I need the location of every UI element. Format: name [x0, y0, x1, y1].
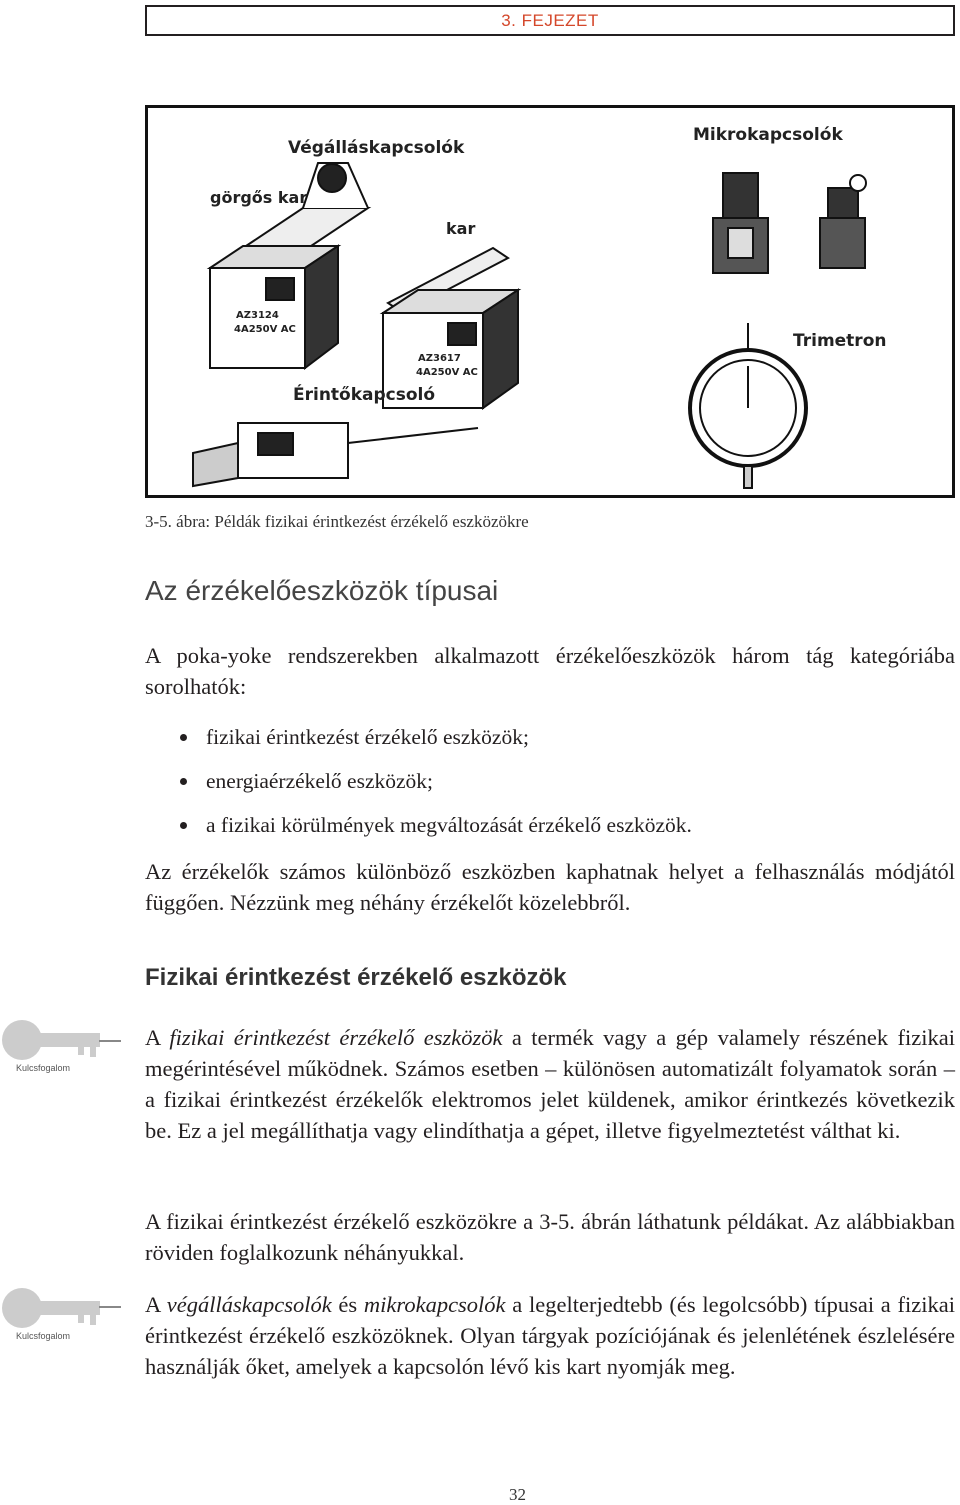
subsection-title: Fizikai érintkezést érzékelő eszközök — [145, 964, 567, 991]
chapter-header — [145, 5, 955, 36]
model-2b-label: 4A250V AC — [416, 367, 478, 378]
list-item: a fizikai körülmények megváltozását érzékelő eszközök. — [180, 810, 692, 854]
intro-paragraph: A poka-yoke rendszerekben alkalmazott érzékelőeszközök három tág kategóriába sorolhatók: — [145, 643, 955, 699]
vegallas-label: Végálláskapcsolók — [288, 138, 465, 158]
kar-label: kar — [446, 219, 476, 238]
key-concept-label: Kulcsfogalom — [16, 1331, 71, 1341]
trimetron-label: Trimetron — [793, 331, 887, 351]
model-1b-label: 4A250V AC — [234, 324, 296, 335]
figure-3-5 — [145, 105, 955, 498]
trimetron-gauge — [690, 323, 806, 488]
mikro-label: Mikrokapcsolók — [693, 125, 843, 145]
gorgos-kar-label: görgős kar — [210, 188, 308, 207]
examples-paragraph: A fizikai érintkezést érzékelő eszközökre a 3-5. ábrán láthatunk példákat. Az alábbiakban röviden foglalkozunk néhányukkal. — [145, 1209, 955, 1265]
page-number: 32 — [509, 1485, 526, 1504]
term-microswitches: mikrokapcsolók — [363, 1292, 506, 1317]
section-title: Az érzékelőeszközök típusai — [145, 575, 499, 606]
key-icon — [0, 1015, 110, 1085]
category-list — [180, 722, 692, 854]
figure-illustration — [148, 108, 952, 495]
key-concept-dash — [99, 1306, 121, 1308]
micro-switch-2 — [820, 175, 866, 268]
figure-caption: 3-5. ábra: Példák fizikai érintkezést érzékelő eszközökre — [145, 512, 529, 531]
term-physical-contact: fizikai érintkezést érzékelő eszközök — [169, 1025, 503, 1050]
key-icon — [0, 1283, 110, 1353]
model-1-label: AZ3124 — [236, 310, 279, 321]
key-concept-dash — [99, 1040, 121, 1042]
list-item: fizikai érintkezést érzékelő eszközök; — [180, 722, 692, 766]
micro-switch-1 — [713, 173, 768, 273]
sensors-paragraph: Az érzékelők számos különböző eszközben kaphatnak helyet a felhasználás módjától függően. Nézzünk meg néhány érzékelőt közelebbről. — [145, 859, 955, 915]
term-limit-switches: végálláskapcsolók — [166, 1292, 332, 1317]
key-concept-label: Kulcsfogalom — [16, 1063, 71, 1073]
list-item: energiaérzékelő eszközök; — [180, 766, 692, 810]
chapter-title: 3. FEJEZET — [501, 10, 599, 30]
touch-switch — [193, 423, 478, 486]
erinto-label: Érintőkapcsoló — [293, 385, 436, 405]
lever-switch — [383, 248, 518, 408]
physical-contact-paragraph: A fizikai érintkezést érzékelő eszközök a termék vagy a gép valamely részének fizikai megérintésével működnek. Számos esetben – különösen automatizált folyamatok során – a fizikai érintkezést érzékelők elektromos jelet küldenek, amikor érintkezés következik be. Ez a jel megállíthatja vagy elindíthatja a gépet, illetve figyelmeztetést válthat ki. — [145, 1025, 955, 1143]
model-2-label: AZ3617 — [418, 353, 461, 364]
limit-switch-paragraph: A végálláskapcsolók és mikrokapcsolók a legelterjedtebb (és legolcsóbb) típusai a fizikai érintkezést érzékelő eszközöknek. Olyan tárgyak pozíciójának és jelenlétének észlelésére használják őket, amelyek a kapcsolón lévő kis kart nyomják meg. — [145, 1292, 955, 1379]
